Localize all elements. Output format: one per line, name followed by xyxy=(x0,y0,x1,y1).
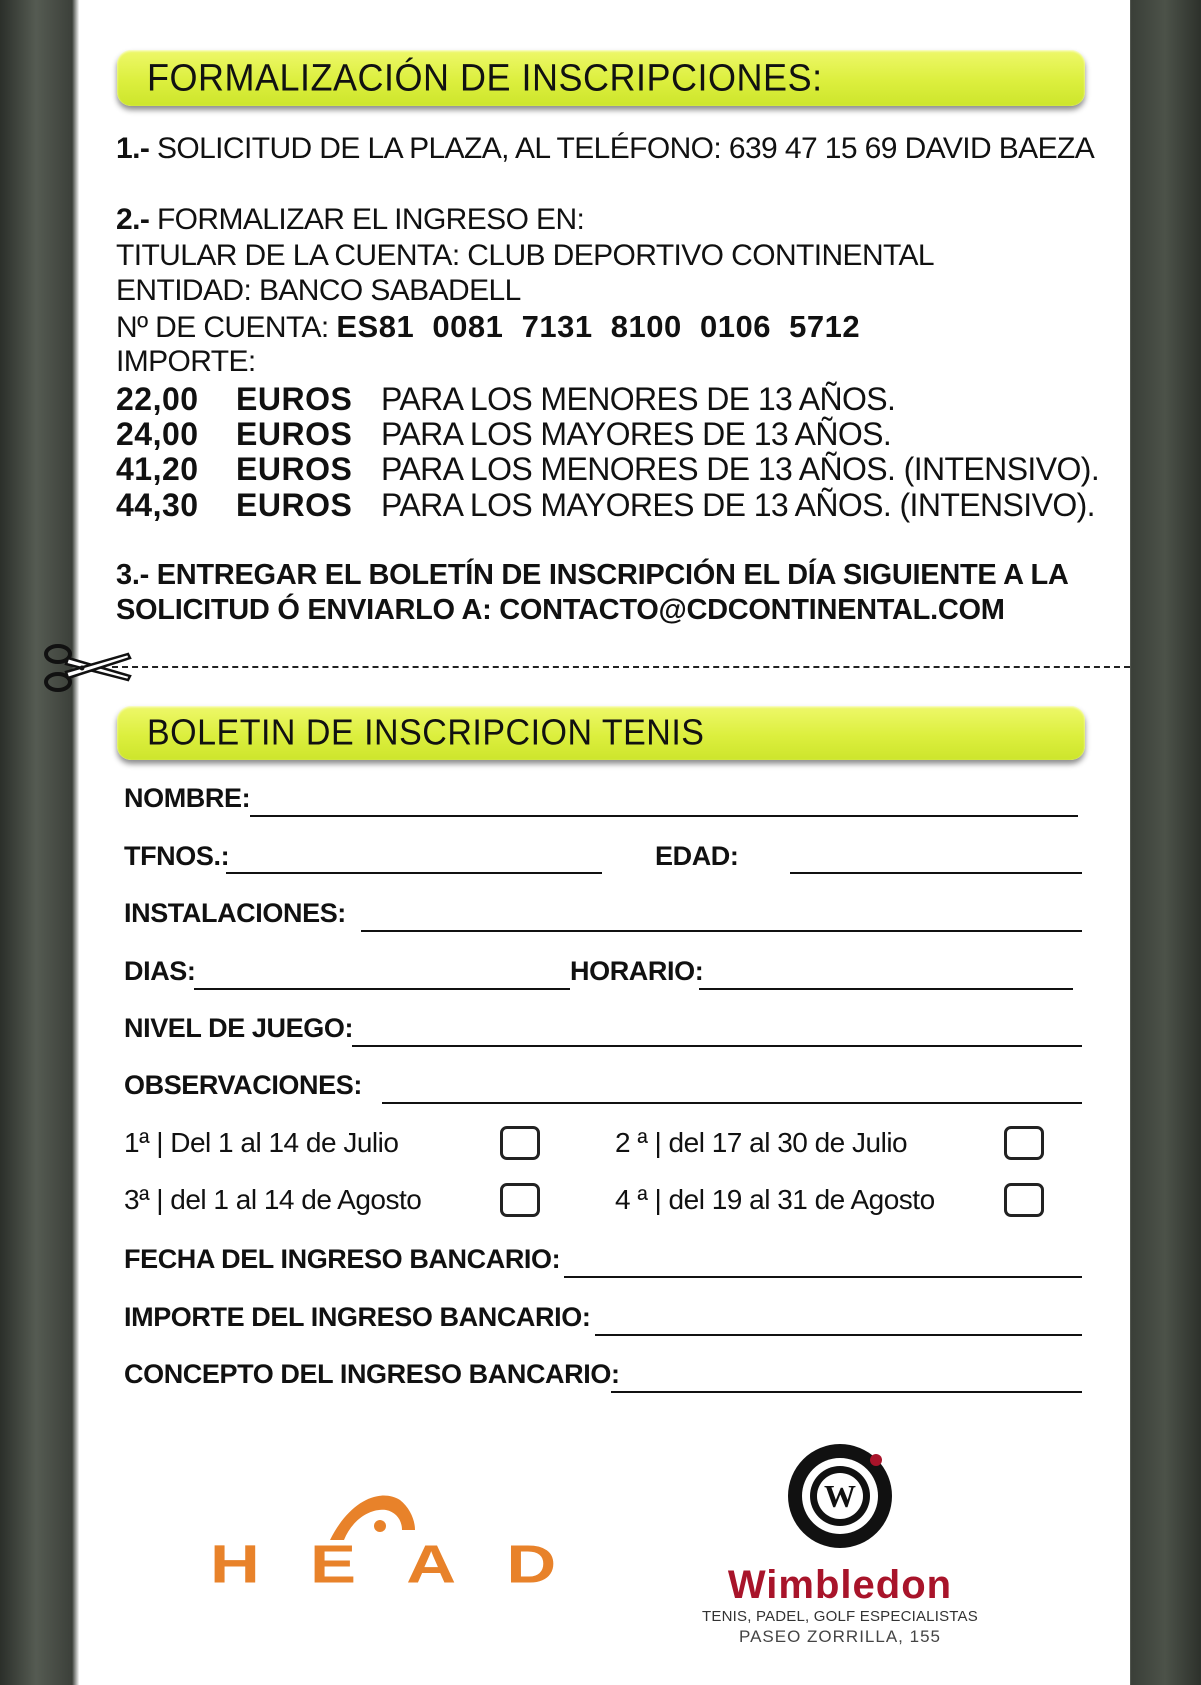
price-row xyxy=(116,487,1095,524)
period-1-checkbox[interactable] xyxy=(500,1126,540,1160)
fecha-ingreso-label: FECHA DEL INGRESO BANCARIO: xyxy=(124,1244,561,1274)
observaciones-input-line[interactable] xyxy=(382,1102,1082,1104)
price-currency: EUROS xyxy=(236,381,353,417)
scissors-icon xyxy=(42,640,134,696)
head-logo-text: HEAD xyxy=(210,1534,561,1595)
head-logo xyxy=(210,1470,570,1605)
account-number-line xyxy=(116,309,860,345)
price-description: PARA LOS MENORES DE 13 AÑOS. xyxy=(381,381,896,417)
form-title: BOLETIN DE INSCRIPCION TENIS xyxy=(147,712,705,753)
nivel-label: NIVEL DE JUEGO: xyxy=(124,1013,354,1043)
step-3-line-1: 3.- ENTREGAR EL BOLETÍN DE INSCRIPCIÓN EL DÍA SIGUIENTE A LA xyxy=(116,559,1069,591)
instalaciones-input-line[interactable] xyxy=(361,930,1082,932)
period-3-checkbox[interactable] xyxy=(500,1183,540,1217)
wimbledon-logo xyxy=(700,1440,980,1647)
tfnos-input-line[interactable] xyxy=(226,872,602,874)
account-label: Nº DE CUENTA: xyxy=(116,311,337,344)
price-currency: EUROS xyxy=(236,451,353,487)
concepto-ingreso-input-line[interactable] xyxy=(611,1391,1082,1393)
dias-input-line[interactable] xyxy=(194,988,570,990)
observaciones-label: OBSERVACIONES: xyxy=(124,1070,362,1100)
period-2-checkbox[interactable] xyxy=(1004,1126,1044,1160)
period-3-label: 3ª | del 1 al 14 de Agosto xyxy=(124,1184,422,1215)
form-title-banner xyxy=(117,706,1085,760)
section-title: FORMALIZACIÓN DE INSCRIPCIONES: xyxy=(147,55,823,99)
price-description: PARA LOS MENORES DE 13 AÑOS. (INTENSIVO). xyxy=(381,451,1100,487)
price-amount: 24,00 xyxy=(116,416,199,452)
bank-entity: ENTIDAD: BANCO SABADELL xyxy=(116,274,521,307)
section-title-banner xyxy=(117,50,1085,106)
step-number: 1.- xyxy=(116,132,150,165)
period-2-label: 2 ª | del 17 al 30 de Julio xyxy=(615,1127,908,1158)
wimbledon-tagline: TENIS, PADEL, GOLF ESPECIALISTAS xyxy=(702,1608,978,1625)
horario-input-line[interactable] xyxy=(699,988,1073,990)
step-1 xyxy=(116,132,1094,166)
price-amount: 44,30 xyxy=(116,487,199,523)
price-currency: EUROS xyxy=(236,416,353,452)
step-number: 2.- xyxy=(116,203,150,236)
account-holder: TITULAR DE LA CUENTA: CLUB DEPORTIVO CONTINENTAL xyxy=(116,239,935,272)
concepto-ingreso-label: CONCEPTO DEL INGRESO BANCARIO: xyxy=(124,1359,620,1389)
amount-label: IMPORTE: xyxy=(116,345,256,378)
cut-line xyxy=(112,666,1130,668)
edad-input-line[interactable] xyxy=(790,872,1082,874)
edad-label: EDAD: xyxy=(655,841,739,871)
price-amount: 41,20 xyxy=(116,451,199,487)
account-number: ES81 0081 7131 8100 0106 5712 xyxy=(336,309,861,344)
price-description: PARA LOS MAYORES DE 13 AÑOS. (INTENSIVO). xyxy=(381,487,1095,523)
step-3-line-2: SOLICITUD Ó ENVIARLO A: CONTACTO@CDCONTINENTAL.COM xyxy=(116,594,1005,626)
nombre-input-line[interactable] xyxy=(250,815,1078,817)
price-row xyxy=(116,451,1099,488)
period-4-checkbox[interactable] xyxy=(1004,1183,1044,1217)
nivel-input-line[interactable] xyxy=(352,1045,1082,1047)
wimbledon-address: PASEO ZORRILLA, 155 xyxy=(739,1627,941,1646)
wimbledon-w-icon xyxy=(780,1440,900,1550)
step-text: SOLICITUD DE LA PLAZA, AL TELÉFONO: 639 47 15 69 DAVID BAEZA xyxy=(149,132,1095,165)
dias-label: DIAS: xyxy=(124,956,196,986)
price-row xyxy=(116,381,895,418)
horario-label: HORARIO: xyxy=(570,956,704,986)
period-4-label: 4 ª | del 19 al 31 de Agosto xyxy=(615,1184,935,1215)
fecha-ingreso-input-line[interactable] xyxy=(564,1276,1082,1278)
price-amount: 22,00 xyxy=(116,381,199,417)
wimbledon-name: Wimbledon xyxy=(727,1563,953,1607)
period-1-label: 1ª | Del 1 al 14 de Julio xyxy=(124,1127,399,1158)
step-text: FORMALIZAR EL INGRESO EN: xyxy=(149,203,585,236)
svg-text:W: W xyxy=(824,1478,856,1514)
importe-ingreso-label: IMPORTE DEL INGRESO BANCARIO: xyxy=(124,1302,591,1332)
price-row xyxy=(116,416,891,453)
nombre-label: NOMBRE: xyxy=(124,783,251,813)
price-description: PARA LOS MAYORES DE 13 AÑOS. xyxy=(381,416,892,452)
instalaciones-label: INSTALACIONES: xyxy=(124,898,346,928)
price-currency: EUROS xyxy=(236,487,353,523)
head-logo-icon xyxy=(210,1470,570,1600)
tfnos-label: TFNOS.: xyxy=(124,841,230,871)
importe-ingreso-input-line[interactable] xyxy=(595,1334,1082,1336)
step-2 xyxy=(116,203,584,237)
